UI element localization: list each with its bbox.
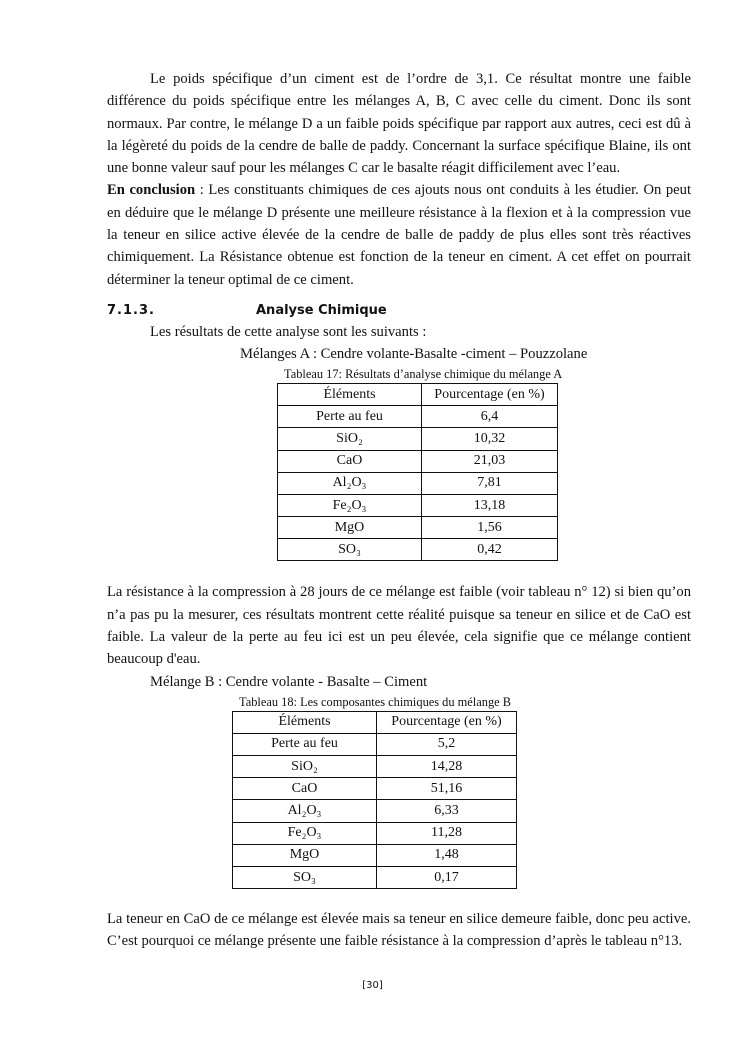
conclusion-text: : Les constituants chimiques de ces ajouts nous ont conduits à les étudier. On peut en déduire que le mélange D présente une meilleure résistance à la flexion et à la compression vue la teneur en silice active élevée de la cendre de balle de paddy de plus elles sont très réactives chimiquement. La Résistance obtenue est fonction de la teneur en ciment. A cet effet on pourrait déterminer la teneur optimal de ce ciment. [107, 182, 692, 288]
table-row [278, 406, 558, 428]
table-row [278, 450, 558, 472]
percentage-cell: 6,4 [422, 406, 558, 428]
table-row [233, 733, 517, 755]
table-row [233, 822, 517, 844]
table-mix-a [277, 383, 558, 562]
percentage-cell: 6,33 [377, 800, 517, 822]
page-number: [30] [362, 980, 383, 991]
percentage-cell: 10,32 [422, 428, 558, 450]
element-cell: SO₃ [233, 866, 377, 888]
element-cell: Fe₂O₃ [278, 494, 422, 516]
table-row [233, 866, 517, 888]
column-header: Éléments [278, 383, 422, 405]
table-header-row [233, 711, 517, 733]
percentage-cell: 11,28 [377, 822, 517, 844]
paragraph-mix-a: La résistance à la compression à 28 jours de ce mélange est faible (voir tableau n° 12) si bien qu’on n’a pas pu la mesurer, ces résultats montrent cette réalité puisque sa teneur en silice et de CaO est faible. La valeur de la perte au feu ici est un peu élevée, cela signifie que ce mélange contient beaucoup d'eau. [107, 584, 691, 668]
page-body [107, 68, 691, 953]
element-cell: MgO [233, 844, 377, 866]
element-cell: Fe₂O₃ [233, 822, 377, 844]
conclusion-label: En conclusion [107, 182, 196, 199]
table-mix-b [232, 711, 517, 890]
element-cell: Perte au feu [233, 733, 377, 755]
mix-b-title: Mélange B : Cendre volante - Basalte – Ciment [150, 673, 428, 690]
section-title: Analyse Chimique [256, 302, 387, 318]
column-header: Éléments [233, 711, 377, 733]
section-number: 7.1.3. [107, 302, 155, 318]
intro-text: Les résultats de cette analyse sont les suivants : [150, 323, 427, 340]
percentage-cell: 14,28 [377, 756, 517, 778]
percentage-cell: 21,03 [422, 450, 558, 472]
paragraph-mix-b: La teneur en CaO de ce mélange est élevée mais sa teneur en silice demeure faible, donc peu active. C’est pourquoi ce mélange présente une faible résistance à la compression d’après le tableau n°13. [107, 911, 691, 950]
percentage-cell: 51,16 [377, 778, 517, 800]
table-b-caption: Tableau 18: Les composantes chimiques du mélange B [239, 694, 512, 709]
element-cell: Al₂O₃ [278, 472, 422, 494]
table-row [278, 517, 558, 539]
table-row [233, 778, 517, 800]
percentage-cell: 0,42 [422, 539, 558, 561]
table-row [278, 494, 558, 516]
element-cell: Perte au feu [278, 406, 422, 428]
element-cell: CaO [233, 778, 377, 800]
table-row [233, 756, 517, 778]
section-heading [107, 300, 691, 321]
element-cell: MgO [278, 517, 422, 539]
element-cell: SiO₂ [233, 756, 377, 778]
table-row [233, 844, 517, 866]
paragraph-conclusion [107, 179, 691, 290]
percentage-cell: 7,81 [422, 472, 558, 494]
percentage-cell: 13,18 [422, 494, 558, 516]
element-cell: Al₂O₃ [233, 800, 377, 822]
mix-a-title: Mélanges A : Cendre volante-Basalte -ciment – Pouzzolane [240, 345, 588, 362]
element-cell: SO₃ [278, 539, 422, 561]
percentage-cell: 1,56 [422, 517, 558, 539]
table-header-row [278, 383, 558, 405]
paragraph-specific-weight: Le poids spécifique d’un ciment est de l’ordre de 3,1. Ce résultat montre une faible différence du poids spécifique entre les mélanges A, B, C avec celle du ciment. Donc ils sont normaux. Par contre, le mélange D a un faible poids spécifique par rapport aux autres, ceci est dû à la légèreté du poids de la cendre de balle de paddy. Concernant la surface spécifique Blaine, ils ont une bonne valeur sauf pour les mélanges C car le basalte réagit difficilement avec l’eau. [107, 71, 691, 177]
column-header: Pourcentage (en %) [377, 711, 517, 733]
table-row [278, 472, 558, 494]
table-row [278, 428, 558, 450]
table-a-caption: Tableau 17: Résultats d’analyse chimique du mélange A [284, 366, 563, 381]
table-row [233, 800, 517, 822]
percentage-cell: 0,17 [377, 866, 517, 888]
element-cell: SiO₂ [278, 428, 422, 450]
table-row [278, 539, 558, 561]
percentage-cell: 5,2 [377, 733, 517, 755]
column-header: Pourcentage (en %) [422, 383, 558, 405]
element-cell: CaO [278, 450, 422, 472]
percentage-cell: 1,48 [377, 844, 517, 866]
